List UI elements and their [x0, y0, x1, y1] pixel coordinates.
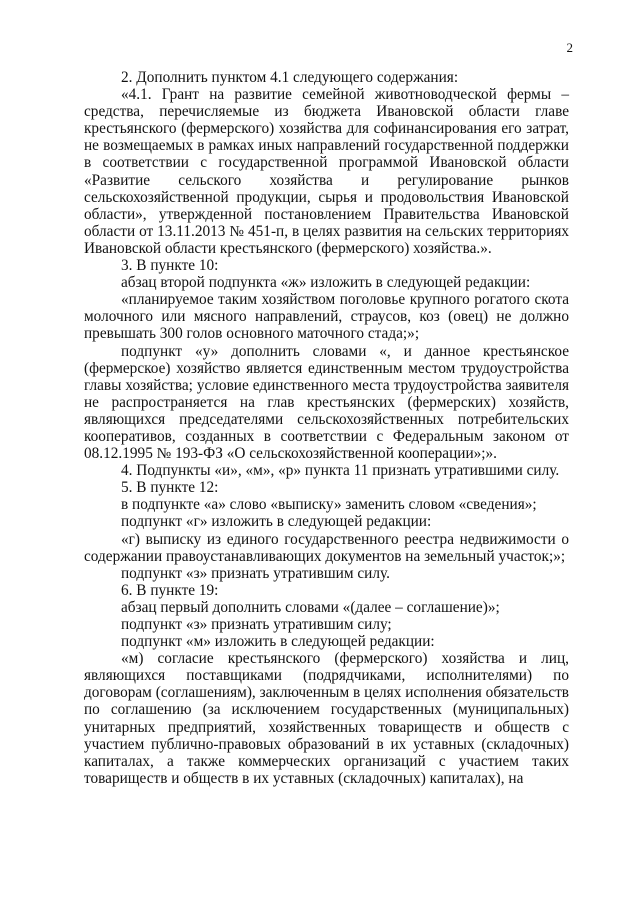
paragraph-subitem-m: подпункт «м» изложить в следующей редакции:	[121, 633, 435, 651]
paragraph-subitem-zh: абзац второй подпункта «ж» изложить в следующей редакции:	[121, 274, 531, 292]
paragraph-item-3: 3. В пункте 10:	[121, 257, 219, 275]
page-number: 2	[566, 40, 573, 55]
paragraph-consent: «м) согласие крестьянского (фермерского) хозяйства и лиц, являющихся поставщиками (подрядчиками, исполнителями) по договорам (соглашениям), заключенным в целях исполнения обязательств по соглашению (за исключением государственных (муниципальных) унитарных предприятий, хозяйственных товариществ и обществ с участием публично-правовых образований в их уставных (складочных) капиталах, а также коммерческих организаций с участием таких товариществ и обществ в их уставных (складочных) капиталах), на	[84, 650, 569, 787]
paragraph-item-5: 5. В пункте 12:	[121, 479, 219, 497]
paragraph-livestock-limit: «планируемое таким хозяйством поголовье крупного рогатого скота молочного или мясного направлений, страусов, коз (овец) не должно превышать 300 голов основного маточного стада;»;	[84, 291, 569, 343]
paragraph-grant-definition: «4.1. Грант на развитие семейной животноводческой фермы – средства, перечисляемые из бюджета Ивановской области главе крестьянского (фермерского) хозяйства для софинансирования его затрат, не возмещаемых в рамках иных направлений государственной поддержки в соответствии с государственной программой Ивановской области «Развитие сельского хозяйства и регулирование рынков сельскохозяйственной продукции, сырья и продовольствия Ивановской области», утвержденной постановлением Правительства Ивановской области от 13.11.2013 № 451-п, в целях развития на сельских территориях Ивановской области крестьянского (фермерского) хозяйства.».	[84, 86, 569, 257]
paragraph-item-6: 6. В пункте 19:	[121, 581, 219, 599]
paragraph-first-abzac: абзац первый дополнить словами «(далее – соглашение)»;	[121, 598, 500, 616]
paragraph-subitem-z-12: подпункт «з» признать утратившим силу.	[121, 564, 390, 582]
paragraph-subitem-a: в подпункте «а» слово «выписку» заменить словом «сведения»;	[121, 496, 537, 514]
paragraph-subitem-z-19: подпункт «з» признать утратившим силу;	[121, 616, 392, 633]
paragraph-item-4: 4. Подпункты «и», «м», «р» пункта 11 признать утратившими силу.	[121, 462, 560, 480]
paragraph-subitem-u: подпункт «у» дополнить словами «, и данное крестьянское (фермерское) хозяйство является единственным местом трудоустройства главы хозяйства; условие единственного места трудоустройства заявителя не распространяется на глав крестьянских (фермерских) хозяйств, являющихся председателями сельскохозяйственных потребительских кооперативов, созданных в соответствии с Федеральным законом от 08.12.1995 № 193-ФЗ «О сельскохозяйственной кооперации»;».	[84, 342, 569, 463]
document-body	[84, 69, 569, 787]
paragraph-registry-extract: «г) выписку из единого государственного реестра недвижимости о содержании правоустанавливающих документов на земельный участок;»;	[84, 530, 569, 565]
paragraph-subitem-g: подпункт «г» изложить в следующей редакции:	[121, 513, 432, 531]
paragraph-item-2: 2. Дополнить пунктом 4.1 следующего содержания:	[121, 69, 459, 86]
